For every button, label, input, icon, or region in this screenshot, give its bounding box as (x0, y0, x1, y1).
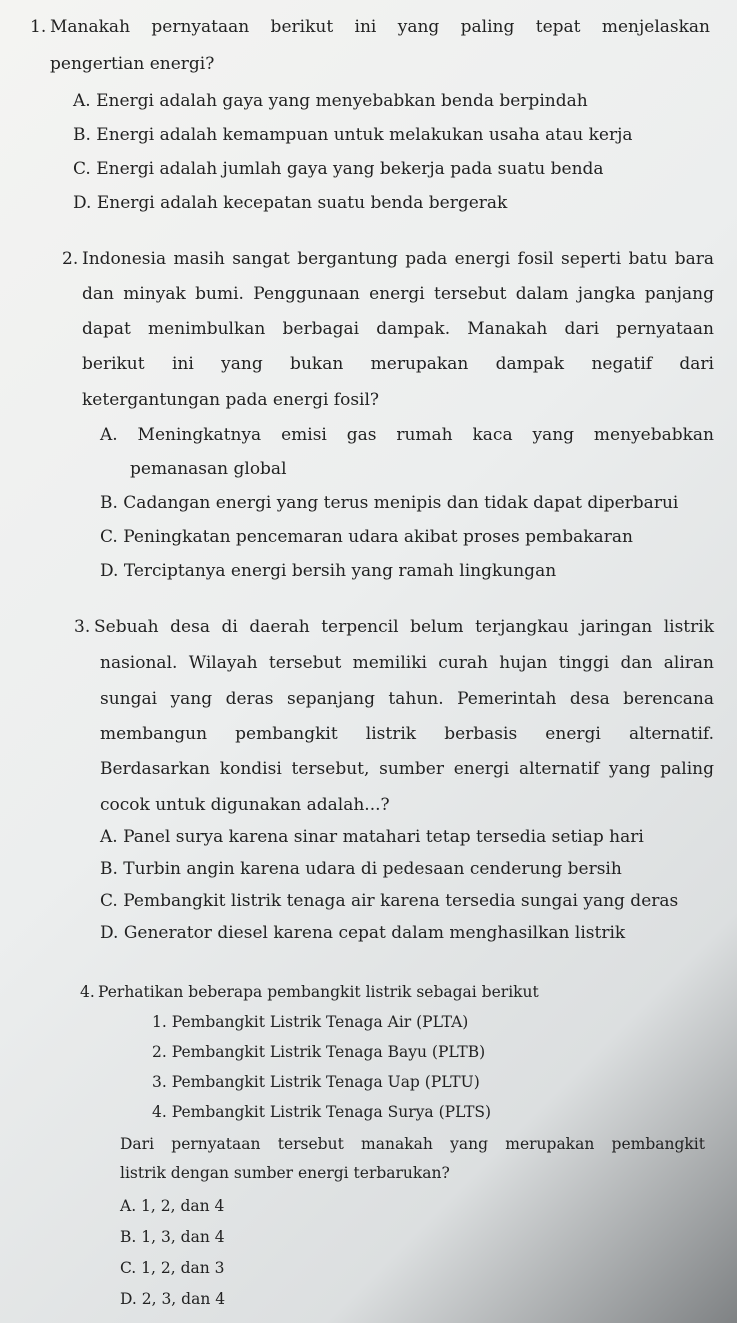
question-4-option-b[interactable]: B. 1, 3, dan 4 (120, 1228, 225, 1246)
question-4-list-item: 1. Pembangkit Listrik Tenaga Air (PLTA) (152, 1013, 469, 1031)
question-1-option-b[interactable]: B. Energi adalah kemampuan untuk melakukan usaha atau kerja (73, 125, 633, 145)
question-2-stem-line: dan minyak bumi. Penggunaan energi tersebut dalam jangka panjang (82, 284, 714, 304)
question-3-stem-line: nasional. Wilayah tersebut memiliki curah hujan tinggi dan aliran (100, 653, 714, 673)
question-4-option-c[interactable]: C. 1, 2, dan 3 (120, 1259, 225, 1277)
question-1-stem-line: pengertian energi? (50, 54, 215, 74)
question-4-option-a[interactable]: A. 1, 2, dan 4 (120, 1197, 225, 1215)
question-1-option-c[interactable]: C. Energi adalah jumlah gaya yang bekerja pada suatu benda (73, 159, 604, 179)
question-3-option-c[interactable]: C. Pembangkit listrik tenaga air karena tersedia sungai yang deras (100, 891, 679, 911)
question-4-question-line: Dari pernyataan tersebut manakah yang merupakan pembangkit (120, 1135, 705, 1153)
question-2-option-a[interactable]: A. Meningkatnya emisi gas rumah kaca yang menyebabkan (100, 425, 714, 445)
question-3-stem-line: Sebuah desa di daerah terpencil belum terjangkau jaringan listrik (94, 617, 714, 637)
question-4-list-item: 3. Pembangkit Listrik Tenaga Uap (PLTU) (152, 1073, 480, 1091)
question-2-number: 2. (62, 249, 79, 269)
question-2-stem-line: ketergantungan pada energi fosil? (82, 390, 380, 410)
question-2-option-d[interactable]: D. Terciptanya energi bersih yang ramah lingkungan (100, 561, 557, 581)
question-3-stem-line: cocok untuk digunakan adalah...? (100, 795, 390, 815)
question-3-stem-line: sungai yang deras sepanjang tahun. Pemerintah desa berencana (100, 689, 714, 709)
question-4-option-d[interactable]: D. 2, 3, dan 4 (120, 1290, 226, 1308)
question-3-stem-line: membangun pembangkit listrik berbasis energi alternatif. (100, 724, 714, 744)
question-3-stem-line: Berdasarkan kondisi tersebut, sumber energi alternatif yang paling (100, 759, 714, 779)
question-2-option-a-cont[interactable]: pemanasan global (130, 459, 287, 479)
question-4-number: 4. (80, 983, 95, 1001)
question-4-stem: Perhatikan beberapa pembangkit listrik sebagai berikut (98, 983, 539, 1001)
question-1-stem-line: Manakah pernyataan berikut ini yang paling tepat menjelaskan (50, 17, 710, 37)
question-3-option-a[interactable]: A. Panel surya karena sinar matahari tetap tersedia setiap hari (100, 827, 644, 847)
question-1-number: 1. (30, 17, 47, 37)
question-2-option-c[interactable]: C. Peningkatan pencemaran udara akibat proses pembakaran (100, 527, 633, 547)
question-4-question-line: listrik dengan sumber energi terbarukan? (120, 1164, 450, 1182)
question-1-option-d[interactable]: D. Energi adalah kecepatan suatu benda bergerak (73, 193, 508, 213)
question-4-list-item: 2. Pembangkit Listrik Tenaga Bayu (PLTB) (152, 1043, 486, 1061)
question-1-option-a[interactable]: A. Energi adalah gaya yang menyebabkan benda berpindah (73, 91, 588, 111)
question-2-stem-line: berikut ini yang bukan merupakan dampak negatif dari (82, 354, 714, 374)
question-3-option-d[interactable]: D. Generator diesel karena cepat dalam menghasilkan listrik (100, 923, 626, 943)
question-2-stem-line: dapat menimbulkan berbagai dampak. Manakah dari pernyataan (82, 319, 714, 339)
question-3-option-b[interactable]: B. Turbin angin karena udara di pedesaan cenderung bersih (100, 859, 622, 879)
question-2-stem-line: Indonesia masih sangat bergantung pada energi fosil seperti batu bara (82, 249, 714, 269)
question-2-option-b[interactable]: B. Cadangan energi yang terus menipis dan tidak dapat diperbarui (100, 493, 679, 513)
question-4-list-item: 4. Pembangkit Listrik Tenaga Surya (PLTS) (152, 1103, 492, 1121)
question-3-number: 3. (74, 617, 91, 637)
